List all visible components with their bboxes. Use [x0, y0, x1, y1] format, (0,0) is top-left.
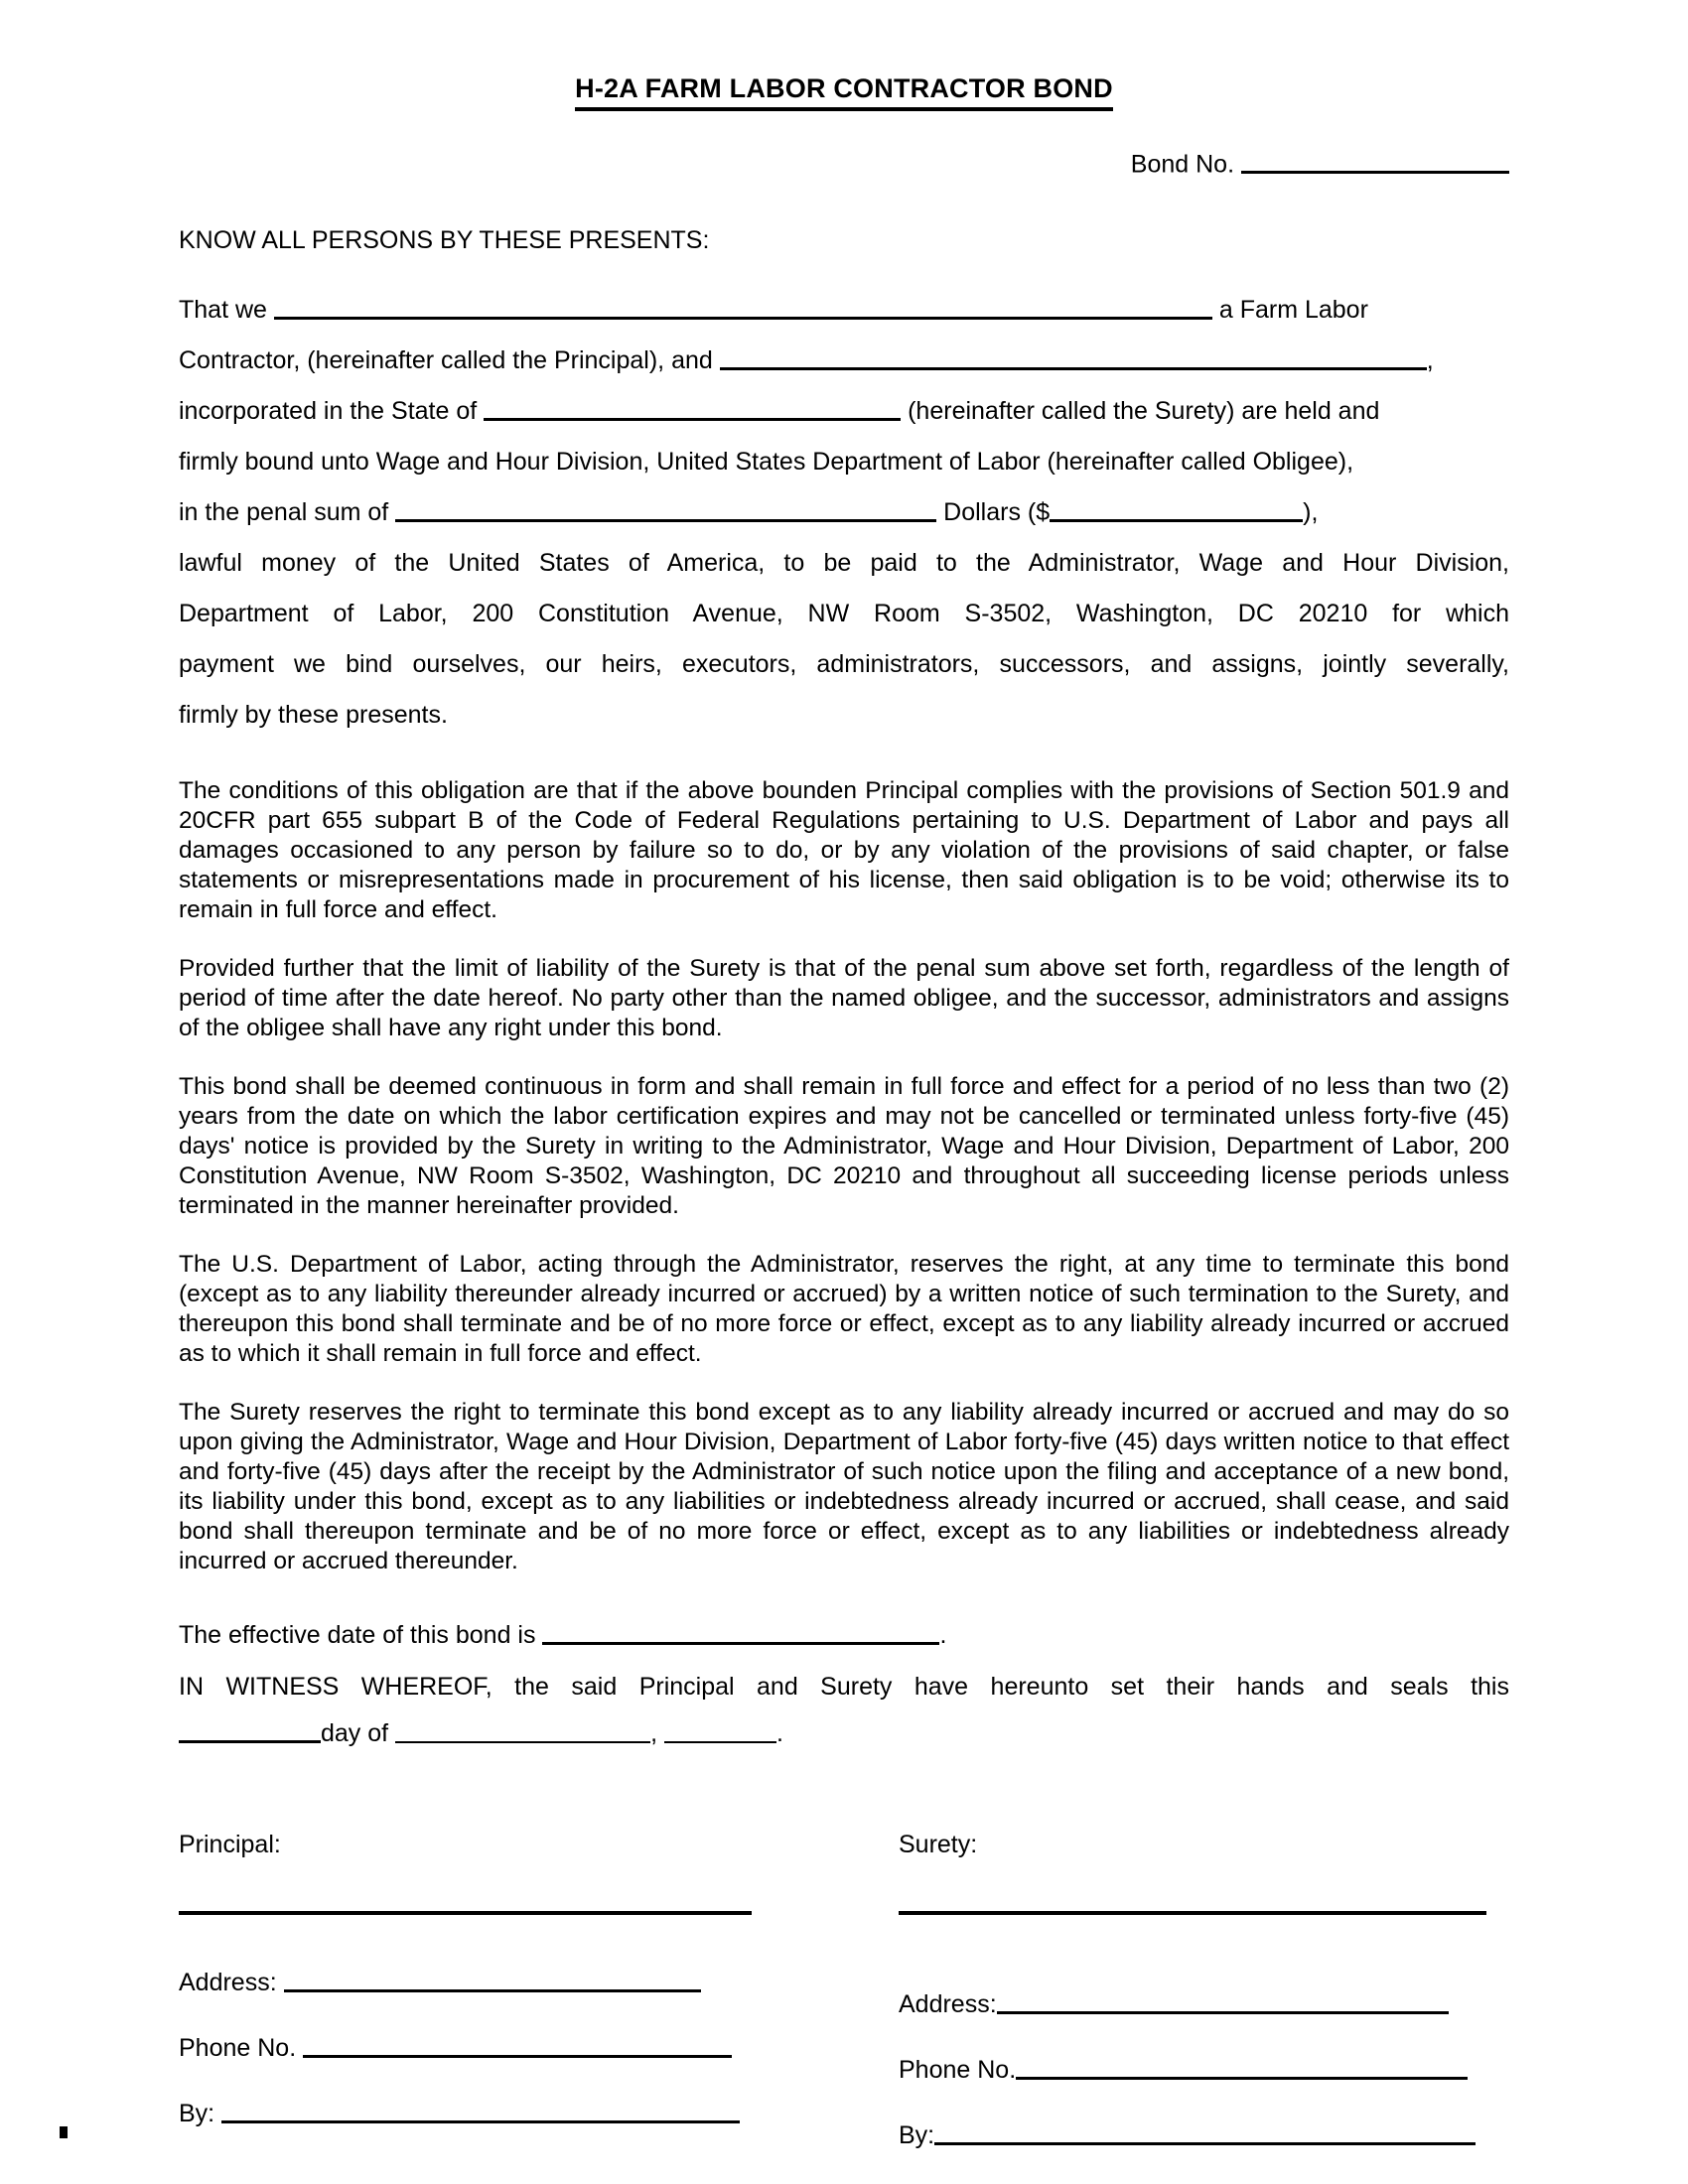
surety-signature-column	[899, 1831, 1509, 2184]
surety-label: Surety:	[899, 1831, 978, 1859]
lawful-money-block	[179, 538, 1509, 741]
contractor-principal-line	[179, 336, 1509, 386]
page-title-text: H-2A FARM LABOR CONTRACTOR BOND	[575, 73, 1113, 103]
bond-number-row	[179, 145, 1509, 179]
spacer	[899, 1859, 1509, 1911]
spacer	[179, 1915, 899, 1961]
penal-sum-line	[179, 487, 1509, 538]
principal-signature-column	[179, 1831, 899, 2184]
surety-address-row	[899, 1982, 1509, 2026]
spacer	[179, 741, 1509, 776]
effective-date-label: The effective date of this bond is	[179, 1621, 536, 1650]
surety-address-label: Address:	[899, 1990, 997, 2019]
lawful-money-line: payment we bind ourselves, our heirs, executors, administrators, successors, and assigns, jointly severally,	[179, 650, 1509, 679]
incorporated-state-line	[179, 386, 1509, 437]
effective-date-line	[179, 1610, 1509, 1661]
document-body	[179, 60, 1509, 2184]
continuous-bond-paragraph: This bond shall be deemed continuous in form and shall remain in full force and effect for a period of no less than two (2) years from the date on which the labor certification expires and may not be cancelled or terminated unless forty-five (45) days' notice is provided by the Surety in writing to the Administrator, Wage and Hour Division, Department of Labor, 200 Constitution Avenue, NW Room S-3502, Washington, DC 20210 and throughout all succeeding license periods unless terminated in the manner hereinafter provided.	[179, 1073, 1509, 1220]
surety-phone-input[interactable]	[1016, 2051, 1468, 2080]
surety-held-label: (hereinafter called the Surety) are held and	[908, 397, 1380, 426]
page-title-underline	[575, 73, 1113, 111]
spacer	[179, 2004, 899, 2026]
day-of-label: day of	[321, 1719, 389, 1748]
state-input[interactable]	[484, 392, 901, 421]
month-input[interactable]	[395, 1715, 650, 1743]
surety-by-label: By:	[899, 2121, 935, 2150]
signature-columns	[179, 1831, 1509, 2184]
spacer	[179, 1859, 899, 1911]
that-we-line	[179, 285, 1509, 336]
lawful-money-line: firmly by these presents.	[179, 701, 448, 730]
effective-date-period: .	[939, 1621, 947, 1650]
principal-address-label: Address:	[179, 1969, 277, 1997]
know-all-persons-heading: KNOW ALL PERSONS BY THESE PRESENTS:	[179, 226, 710, 255]
principal-by-input[interactable]	[221, 2095, 740, 2123]
principal-by-row	[179, 2092, 899, 2135]
principal-address-row	[179, 1961, 899, 2004]
surety-name-input[interactable]	[720, 341, 1427, 370]
bond-number-label: Bond No.	[1130, 150, 1235, 179]
year-input[interactable]	[664, 1715, 776, 1743]
dollars-label: Dollars ($	[943, 498, 1051, 527]
a-farm-labor-label: a Farm Labor	[1218, 296, 1368, 325]
surety-termination-paragraph: The Surety reserves the right to terminate this bond except as to any liability already incurred or accrued and may do so upon giving the Administrator, Wage and Hour Division, Department of Labor forty-five (45) days written notice to that effect and forty-five (45) days after the receipt by the Administrator of such notice upon the filing and acceptance of a new bond, its liability under this bond, except as to any liabilities or indebtedness already incurred or accrued, shall cease, and said bond shall thereupon terminate and be of no more force or effect, except as to any liabilities or indebtedness already incurred or accrued thereunder.	[179, 1399, 1509, 1575]
effective-date-input[interactable]	[542, 1616, 939, 1645]
dol-termination-paragraph: The U.S. Department of Labor, acting through the Administrator, reserves the right, at any time to terminate this bond (except as to any liability thereunder already incurred or accrued) by a written notice of such termination to the Surety, and thereupon this bond shall terminate and be of no more force or effect, except as to any liability already incurred or accrued as to which it shall remain in full force and effect.	[179, 1251, 1509, 1368]
surety-phone-row	[899, 2048, 1509, 2092]
principal-phone-input[interactable]	[303, 2029, 732, 2058]
day-of-comma: ,	[650, 1719, 658, 1748]
principal-name-input[interactable]	[274, 291, 1212, 320]
execution-block	[179, 1610, 1509, 1759]
penal-sum-label: in the penal sum of	[179, 498, 389, 527]
contractor-principal-label: Contractor, (hereinafter called the Principal), and	[179, 346, 713, 375]
surety-phone-label: Phone No.	[899, 2056, 1017, 2085]
bond-number-input[interactable]	[1241, 145, 1509, 174]
conditions-paragraph: The conditions of this obligation are that if the above bounden Principal complies with the provisions of Section 501.9 and 20CFR part 655 subpart B of the Code of Federal Regulations pertaining to U.S. Department of Labor and pays all damages occasioned to any person by failure so to do, or by any violation of the provisions of said chapter, or false statements or misrepresentations made in procurement of his license, then said obligation is to be void; otherwise its to remain in full force and effect.	[179, 777, 1509, 924]
principal-by-label: By:	[179, 2100, 215, 2128]
day-input[interactable]	[179, 1714, 321, 1743]
principal-label: Principal:	[179, 1831, 281, 1859]
principal-phone-label: Phone No.	[179, 2034, 297, 2063]
spacer	[899, 1915, 1509, 1982]
spacer	[899, 2026, 1509, 2048]
spacer	[899, 2157, 1509, 2184]
day-of-period: .	[775, 1719, 783, 1748]
principal-address-input[interactable]	[284, 1964, 701, 1992]
lawful-money-line: Department of Labor, 200 Constitution Avenue, NW Room S-3502, Washington, DC 20210 for which	[179, 600, 1509, 628]
spacer	[899, 2092, 1509, 2114]
page-title	[179, 73, 1509, 111]
contractor-principal-comma: ,	[1426, 346, 1434, 375]
that-we-label: That we	[179, 296, 267, 325]
spacer	[179, 2135, 899, 2184]
provided-further-paragraph: Provided further that the limit of liability of the Surety is that of the penal sum above set forth, regardless of the length of period of time after the date hereof. No party other than the named obligee, and the successor, administrators and assigns of the obligee shall have any right under this bond.	[179, 955, 1509, 1042]
in-witness-whereof-line: IN WITNESS WHEREOF, the said Principal and Surety have hereunto set their hands and seals this	[179, 1673, 1509, 1702]
surety-by-row	[899, 2114, 1509, 2157]
penal-sum-words-input[interactable]	[395, 493, 936, 522]
dollars-tail: ),	[1303, 498, 1319, 527]
day-of-line	[179, 1708, 1509, 1759]
lawful-money-line: lawful money of the United States of America, to be paid to the Administrator, Wage and Hour Division,	[179, 549, 1509, 578]
page-artifact-dot	[60, 2126, 68, 2138]
penal-sum-amount-input[interactable]	[1050, 493, 1303, 522]
signature-area	[179, 1831, 1509, 2184]
firmly-bound-line: firmly bound unto Wage and Hour Division, United States Department of Labor (hereinafter called Obligee),	[179, 448, 1354, 477]
principal-phone-row	[179, 2026, 899, 2070]
surety-address-input[interactable]	[997, 1985, 1449, 2014]
surety-by-input[interactable]	[934, 2116, 1476, 2145]
spacer	[179, 2070, 899, 2092]
incorporated-state-label: incorporated in the State of	[179, 397, 478, 426]
